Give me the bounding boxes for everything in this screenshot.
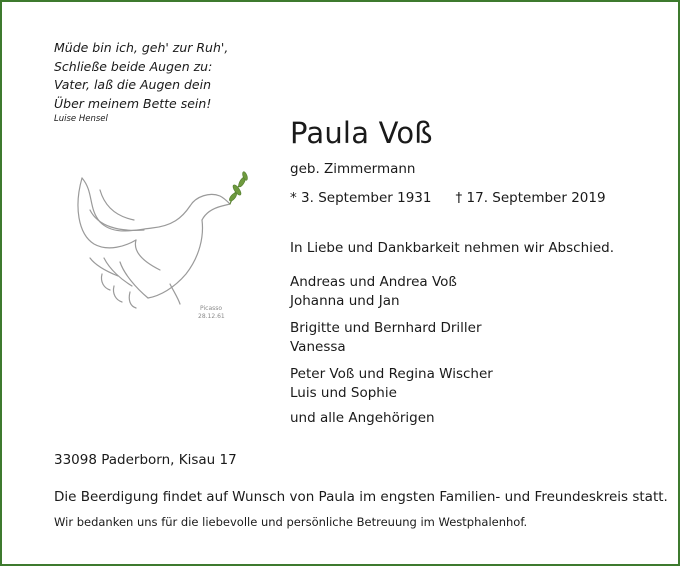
- deceased-name: Paula Voß: [290, 116, 433, 150]
- poem-line: Schließe beide Augen zu:: [54, 58, 213, 74]
- birth-date: * 3. September 1931: [290, 190, 432, 206]
- poem-line: Über meinem Bette sein!: [54, 95, 212, 111]
- death-date: † 17. September 2019: [455, 190, 606, 206]
- artist-signature-date: 28.12.61: [198, 313, 225, 320]
- poem-author: Luise Hensel: [54, 114, 108, 124]
- mourner-line: Johanna und Jan: [290, 292, 400, 309]
- poem-line: Müde bin ich, geh' zur Ruh',: [54, 40, 229, 55]
- mourner-line: Peter Voß und Regina Wischer: [290, 366, 493, 382]
- poem: [54, 39, 228, 113]
- relatives-text: und alle Angehörigen: [290, 410, 435, 426]
- thanks-note: Wir bedanken uns für die liebevolle und persönliche Betreuung im Westphalenhof.: [54, 515, 528, 529]
- poem-line: Vater, laß die Augen dein: [54, 77, 212, 93]
- mourner-line: Brigitte und Bernhard Driller: [290, 320, 482, 336]
- farewell-text: In Liebe und Dankbarkeit nehmen wir Abschied.: [290, 240, 615, 256]
- life-dates: [290, 190, 606, 206]
- maiden-name: geb. Zimmermann: [290, 161, 416, 177]
- artist-signature: Picasso: [200, 305, 223, 312]
- mourner-line: Vanessa: [290, 338, 346, 355]
- mourner-line: Andreas und Andrea Voß: [290, 274, 457, 290]
- mourner-family: [290, 273, 493, 310]
- mourner-family: [290, 319, 493, 356]
- dove-with-olive-branch-icon: [74, 170, 249, 325]
- address: 33098 Paderborn, Kisau 17: [54, 452, 237, 468]
- mourner-family: [290, 365, 493, 402]
- funeral-note: Die Beerdigung findet auf Wunsch von Paula im engsten Familien- und Freundeskreis statt.: [54, 489, 668, 505]
- mourners-list: [290, 273, 493, 411]
- mourner-line: Luis und Sophie: [290, 384, 397, 401]
